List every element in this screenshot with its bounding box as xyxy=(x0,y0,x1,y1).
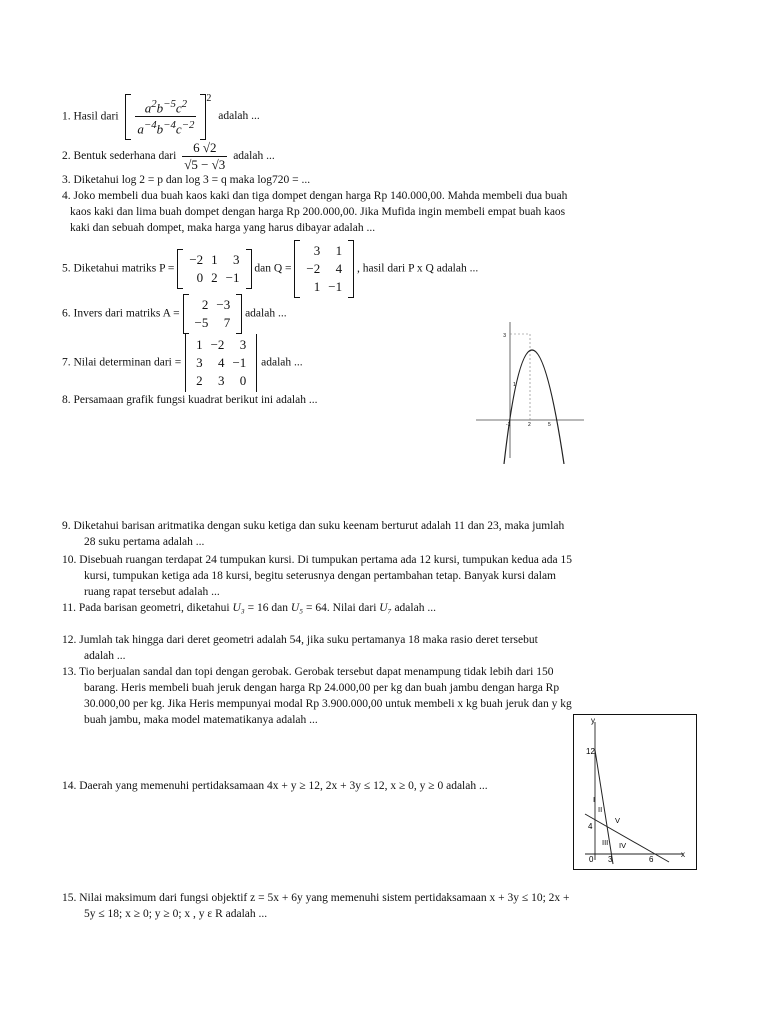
question-10-line-2: kursi, tumpukan ketiga ada 18 kursi, begitu seterusnya dengan pertambahan tetap. Banyak kursi dalam xyxy=(84,570,557,582)
question-3: 3. Diketahui log 2 = p dan log 3 = q maka log720 = ... xyxy=(62,174,311,186)
matrix-p: −2 1 3 0 2 −1 xyxy=(177,249,251,289)
q5-suffix: , hasil dari P x Q adalah ... xyxy=(356,262,479,275)
graph14-x3: 3 xyxy=(608,855,613,864)
region-v: V xyxy=(615,816,621,825)
graph8-label-y-int: 1 xyxy=(513,382,516,388)
graph14-origin: 0 xyxy=(589,855,594,864)
graph8-label-x-right: 5 xyxy=(548,422,551,428)
graph14-y12: 12 xyxy=(586,747,595,756)
region-iv: IV xyxy=(619,841,627,850)
question-13-line-4: buah jambu, maka model matematikanya adalah ... xyxy=(84,714,318,726)
graph8-label-x-left: -1 xyxy=(506,422,511,428)
question-12-line-2: adalah ... xyxy=(84,650,126,662)
graph8-label-y-peak: 3 xyxy=(503,333,506,339)
graph14-y-label: y xyxy=(591,716,595,725)
region-iii: III xyxy=(602,838,609,847)
question-4-line-3: kaki dan sebuah dompet, maka harga yang harus dibayar adalah ... xyxy=(70,222,376,234)
matrix-a: 2 −3 −5 7 xyxy=(183,294,243,334)
question-14: 14. Daerah yang memenuhi pertidaksamaan 4x + y ≥ 12, 2x + 3y ≤ 12, x ≥ 0, y ≥ 0 adalah ... xyxy=(62,780,488,792)
q6-suffix: adalah ... xyxy=(245,307,287,320)
q5-prefix: 5. Diketahui matriks P = xyxy=(62,262,175,275)
graph14-x6: 6 xyxy=(649,855,654,864)
graph14-y4: 4 xyxy=(588,822,593,831)
q1-numerator: $a^2b^{-5}c^2$ xyxy=(135,96,196,117)
question-13-line-2: barang. Heris membeli buah jeruk dengan harga Rp 24.000,00 per kg dan buah jambu dengan harga Rp xyxy=(84,682,560,694)
graph14-x-label: x xyxy=(681,850,685,859)
q1-expression xyxy=(125,94,206,140)
parabola-graph xyxy=(470,316,590,464)
graph14-frame xyxy=(574,715,697,870)
inequality-graph xyxy=(573,714,697,870)
region-i: I xyxy=(593,795,596,804)
question-11: 11. Pada barisan geometri, diketahui U₃ = 16 dan U₅ = 64. Nilai dari U₇ adalah ... xyxy=(62,602,436,614)
q7-prefix: 7. Nilai determinan dari = xyxy=(62,356,182,369)
q2-numerator: 6 √2 xyxy=(182,140,227,157)
q1-power: 2 xyxy=(206,92,212,104)
q2-suffix: adalah ... xyxy=(233,150,275,163)
q7-suffix: adalah ... xyxy=(261,356,303,369)
question-15-line-1: 15. Nilai maksimum dari fungsi objektif z = 5x + 6y yang memenuhi sistem pertidaksamaan x + 3y ≤ 10; 2x + xyxy=(62,892,570,904)
q1-denominator: $a^{-4}b^{-4}c^{-2}$ xyxy=(137,119,195,137)
q2-denominator: √5 − √3 xyxy=(184,157,226,172)
q2-prefix: 2. Bentuk sederhana dari xyxy=(62,150,177,163)
question-5 xyxy=(62,240,478,298)
question-7 xyxy=(62,334,303,392)
question-6 xyxy=(62,294,287,334)
question-15-line-2: 5y ≤ 18; x ≥ 0; y ≥ 0; x , y ε R adalah ... xyxy=(84,908,268,920)
graph8-label-x-vertex: 2 xyxy=(528,422,531,428)
region-ii: II xyxy=(598,805,603,814)
question-4-line-1: 4. Joko membeli dua buah kaos kaki dan tiga dompet dengan harga Rp 140.000,00. Mahda membeli dua buah xyxy=(62,190,568,202)
question-13-line-1: 13. Tio berjualan sandal dan topi dengan gerobak. Gerobak tersebut dapat menampung tidak lebih dari 150 xyxy=(62,666,554,678)
question-10-line-3: ruang rapat tersebut adalah ... xyxy=(84,586,220,598)
parabola-curve xyxy=(504,350,564,464)
q5-mid: dan Q = xyxy=(254,262,292,275)
question-9-line-2: 28 suku pertama adalah ... xyxy=(84,536,205,548)
q1-suffix: adalah ... xyxy=(218,110,260,123)
question-8: 8. Persamaan grafik fungsi kuadrat berikut ini adalah ... xyxy=(62,394,318,406)
question-1 xyxy=(62,94,260,140)
question-10-line-1: 10. Disebuah ruangan terdapat 24 tumpukan kursi. Di tumpukan pertama ada 12 kursi, tumpukan kedua ada 15 xyxy=(62,554,573,566)
q6-prefix: 6. Invers dari matriks A = xyxy=(62,307,180,320)
q1-prefix: 1. Hasil dari xyxy=(62,110,119,123)
matrix-q: 3 1 −2 4 1 −1 xyxy=(294,240,354,298)
question-12-line-1: 12. Jumlah tak hingga dari deret geometri adalah 54, jika suku pertamanya 18 maka rasio deret tersebut xyxy=(62,634,538,646)
question-4-line-2: kaos kaki dan lima buah dompet dengan harga Rp 200.000,00. Jika Mufida ingin membeli empat buah kaos xyxy=(70,206,566,218)
question-9-line-1: 9. Diketahui barisan aritmatika dengan suku ketiga dan suku keenam berturut adalah 11 dan 23, maka jumlah xyxy=(62,520,565,532)
question-13-line-3: 30.000,00 per kg. Jika Heris mempunyai modal Rp 3.900.000,00 untuk membeli x kg buah jeruk dan y kg xyxy=(84,698,572,710)
question-2 xyxy=(62,140,275,173)
determinant-matrix: 1 −2 3 3 4 −1 2 3 0 xyxy=(184,334,258,392)
